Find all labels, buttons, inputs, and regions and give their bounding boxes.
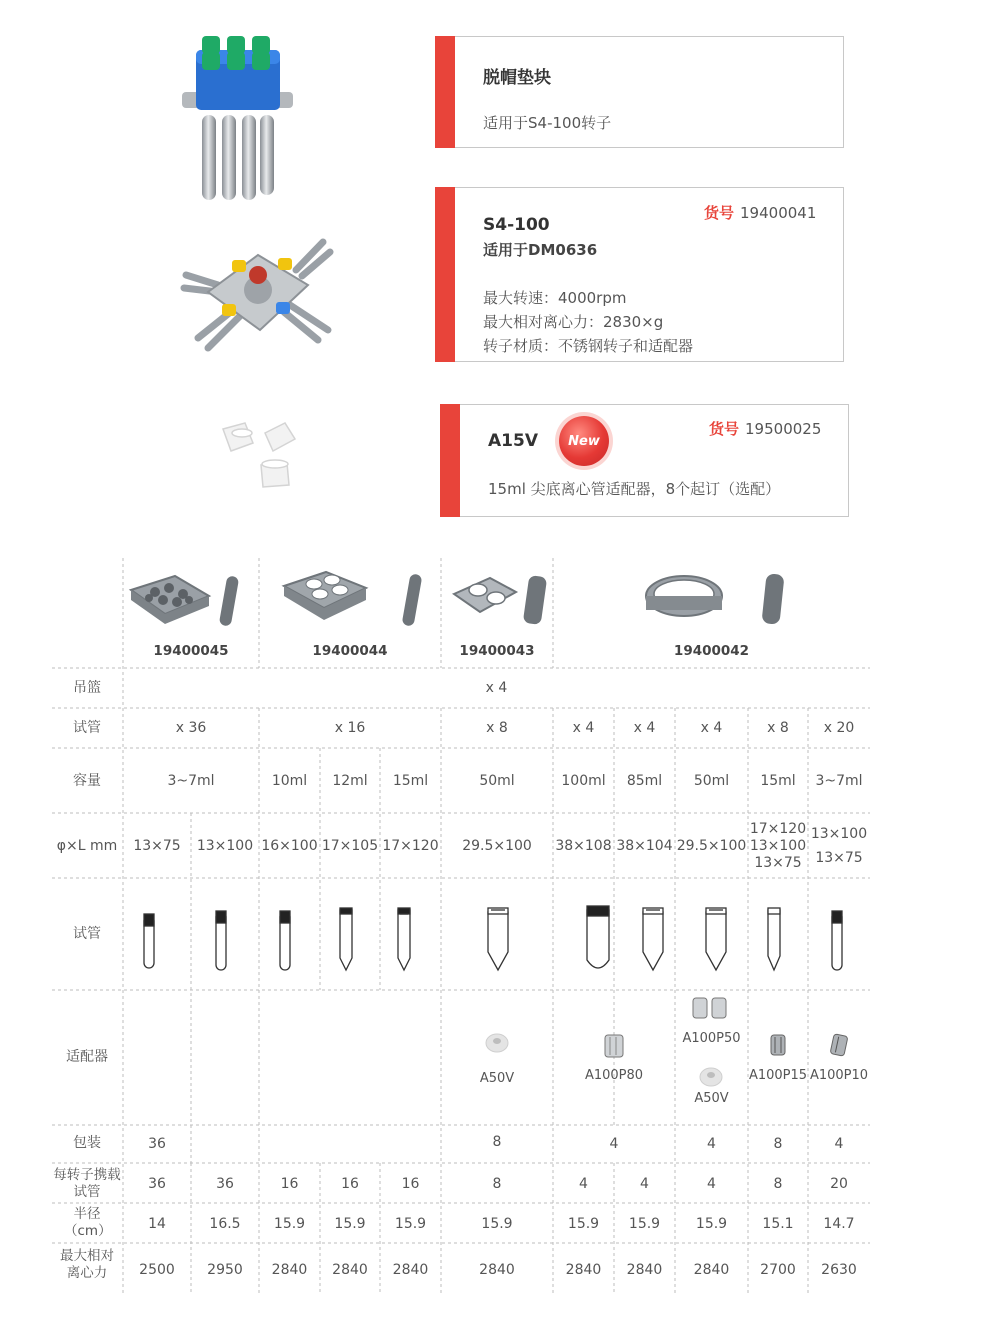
catalog-number-value: 19500025: [745, 420, 822, 438]
card-a15v: [440, 404, 849, 517]
dimension: 13×100: [810, 826, 868, 842]
card-line: 转子材质：不锈钢转子和适配器: [483, 337, 694, 355]
dimension: 13×75: [815, 850, 863, 866]
radius: 15.9: [273, 1216, 306, 1232]
row-label-tube-image: 试管: [73, 926, 101, 942]
catalog-number-label: 货号: [709, 420, 740, 438]
a15v-adapter-image: [215, 415, 305, 495]
per-rotor: 16: [341, 1176, 359, 1192]
card-accent-bar: [435, 36, 455, 148]
row-label-per-rotor: 每转子携载试管: [53, 1167, 121, 1200]
per-rotor: 36: [216, 1176, 234, 1192]
row-label-dims: φ×L mm: [56, 838, 118, 854]
basket-count: x 4: [485, 680, 508, 696]
pack: 36: [148, 1136, 166, 1152]
per-rotor: 16: [401, 1176, 420, 1192]
max-rcf: 2700: [760, 1262, 796, 1278]
per-rotor: 4: [707, 1176, 716, 1192]
max-rcf: 2840: [479, 1262, 515, 1278]
radius: 15.9: [695, 1216, 728, 1232]
tube-count: x 4: [700, 720, 723, 736]
adapter-a100p10-icon: [828, 1032, 850, 1058]
card-title: 脱帽垫块: [483, 68, 551, 88]
capacity: 85ml: [626, 773, 663, 789]
adapter-a50v-icon: [699, 1066, 723, 1088]
adapter-label: A50V: [479, 1071, 515, 1086]
bucket-19400044-image: [280, 566, 430, 631]
max-rcf: 2840: [271, 1262, 308, 1278]
adapter-a100p80-icon: [602, 1032, 626, 1060]
pack: 4: [834, 1136, 844, 1152]
max-rcf: 2500: [139, 1262, 175, 1278]
capacity: 10ml: [271, 773, 308, 789]
card-line: 15ml 尖底离心管适配器，8个起订（选配）: [488, 480, 781, 498]
card-line: 最大转速：4000rpm: [483, 289, 627, 307]
adapter-a100p50-icon: [690, 995, 730, 1021]
dimension: 13×75: [754, 855, 802, 871]
max-rcf: 2840: [565, 1262, 602, 1278]
radius: 15.9: [334, 1216, 366, 1232]
card-s4-100: [435, 187, 844, 362]
tube-count: x 20: [823, 720, 855, 736]
per-rotor: 4: [579, 1176, 588, 1192]
adapter-label: A100P50: [682, 1031, 741, 1046]
adapter-a50v-icon: [485, 1032, 509, 1054]
card-cap-removal-block: [435, 36, 844, 148]
tube-count: x 16: [334, 720, 366, 736]
dimension: 17×120: [382, 838, 439, 854]
capacity: 100ml: [561, 773, 606, 789]
cap-removal-block-image: [180, 30, 295, 205]
per-rotor: 8: [773, 1176, 783, 1192]
radius: 15.9: [481, 1216, 513, 1232]
row-label-radius: 半径（cm）: [64, 1206, 112, 1239]
row-label-rcf: 最大相对离心力: [60, 1248, 114, 1281]
card-accent-bar: [440, 404, 460, 517]
tube-count: x 8: [486, 720, 508, 736]
tube-count: x 4: [633, 720, 656, 736]
tube-count: x 36: [175, 720, 207, 736]
radius: 16.5: [209, 1216, 241, 1232]
max-rcf: 2840: [392, 1262, 429, 1278]
capacity: 15ml: [760, 773, 796, 789]
catalog-code: 19400043: [459, 643, 535, 659]
max-rcf: 2840: [693, 1262, 730, 1278]
pack: 4: [609, 1136, 619, 1152]
adapter-label: A100P80: [584, 1068, 644, 1083]
radius: 14: [148, 1216, 166, 1232]
card-line: 最大相对离心力：2830×g: [483, 313, 664, 331]
catalog-number-value: 19400041: [740, 204, 817, 222]
bucket-19400043-image: [450, 570, 550, 630]
card-subtitle: 适用于DM0636: [483, 241, 598, 259]
new-badge: New: [559, 416, 609, 466]
catalog-code: 19400044: [312, 643, 388, 659]
max-rcf: 2950: [207, 1262, 243, 1278]
dimension: 13×100: [196, 838, 254, 854]
per-rotor: 4: [640, 1176, 649, 1192]
adapter-label: A100P10: [809, 1068, 869, 1083]
radius: 15.1: [762, 1216, 794, 1232]
max-rcf: 2840: [626, 1262, 663, 1278]
capacity: 15ml: [392, 773, 429, 789]
pack: 4: [707, 1136, 716, 1152]
row-label-tubes: 试管: [73, 720, 101, 736]
dimension: 13×100: [749, 838, 807, 854]
dimension: 38×104: [616, 838, 673, 854]
catalog-number: [709, 418, 821, 439]
capacity: 3~7ml: [167, 773, 215, 789]
max-rcf: 2840: [332, 1262, 368, 1278]
dimension: 13×75: [133, 838, 181, 854]
tube-count: x 4: [572, 720, 595, 736]
row-label-capacity: 容量: [73, 773, 101, 789]
radius: 15.9: [567, 1216, 600, 1232]
tube-count: x 8: [767, 720, 789, 736]
card-line: 适用于S4-100转子: [483, 114, 612, 132]
bucket-19400042-image: [642, 568, 792, 633]
capacity: 50ml: [693, 773, 730, 789]
per-rotor: 8: [492, 1176, 502, 1192]
adapter-label: A100P15: [748, 1068, 808, 1083]
catalog-number-label: 货号: [704, 204, 735, 222]
catalog-code: 19400045: [153, 643, 229, 659]
radius: 14.7: [823, 1216, 855, 1232]
card-accent-bar: [435, 187, 455, 362]
pack: 8: [492, 1134, 502, 1150]
capacity: 50ml: [479, 773, 515, 789]
pack: 8: [773, 1136, 783, 1152]
card-title: A15V: [488, 431, 538, 451]
catalog-code: 19400042: [673, 643, 750, 659]
row-label-basket: 吊篮: [73, 680, 101, 696]
dimension: 17×120: [749, 821, 807, 837]
radius: 15.9: [628, 1216, 661, 1232]
bucket-19400045-image: [125, 568, 245, 633]
row-label-pack: 包装: [73, 1135, 101, 1151]
card-title: S4-100: [483, 215, 550, 235]
catalog-number: [704, 202, 816, 223]
s4-100-rotor-image: [178, 230, 338, 355]
per-rotor: 16: [280, 1176, 299, 1192]
per-rotor: 20: [830, 1176, 848, 1192]
adapter-a100p15-icon: [768, 1032, 788, 1058]
per-rotor: 36: [148, 1176, 166, 1192]
capacity: 3~7ml: [815, 773, 863, 789]
row-label-adapter: 适配器: [66, 1049, 108, 1065]
dimension: 29.5×100: [462, 838, 532, 854]
dimension: 38×108: [555, 838, 612, 854]
radius: 15.9: [394, 1216, 427, 1232]
adapter-label: A50V: [694, 1091, 729, 1106]
capacity: 12ml: [332, 773, 368, 789]
max-rcf: 2630: [821, 1262, 857, 1278]
tube-icons-row: [123, 900, 870, 980]
dimension: 17×105: [321, 838, 379, 854]
dimension: 29.5×100: [676, 838, 747, 854]
dimension: 16×100: [261, 838, 318, 854]
